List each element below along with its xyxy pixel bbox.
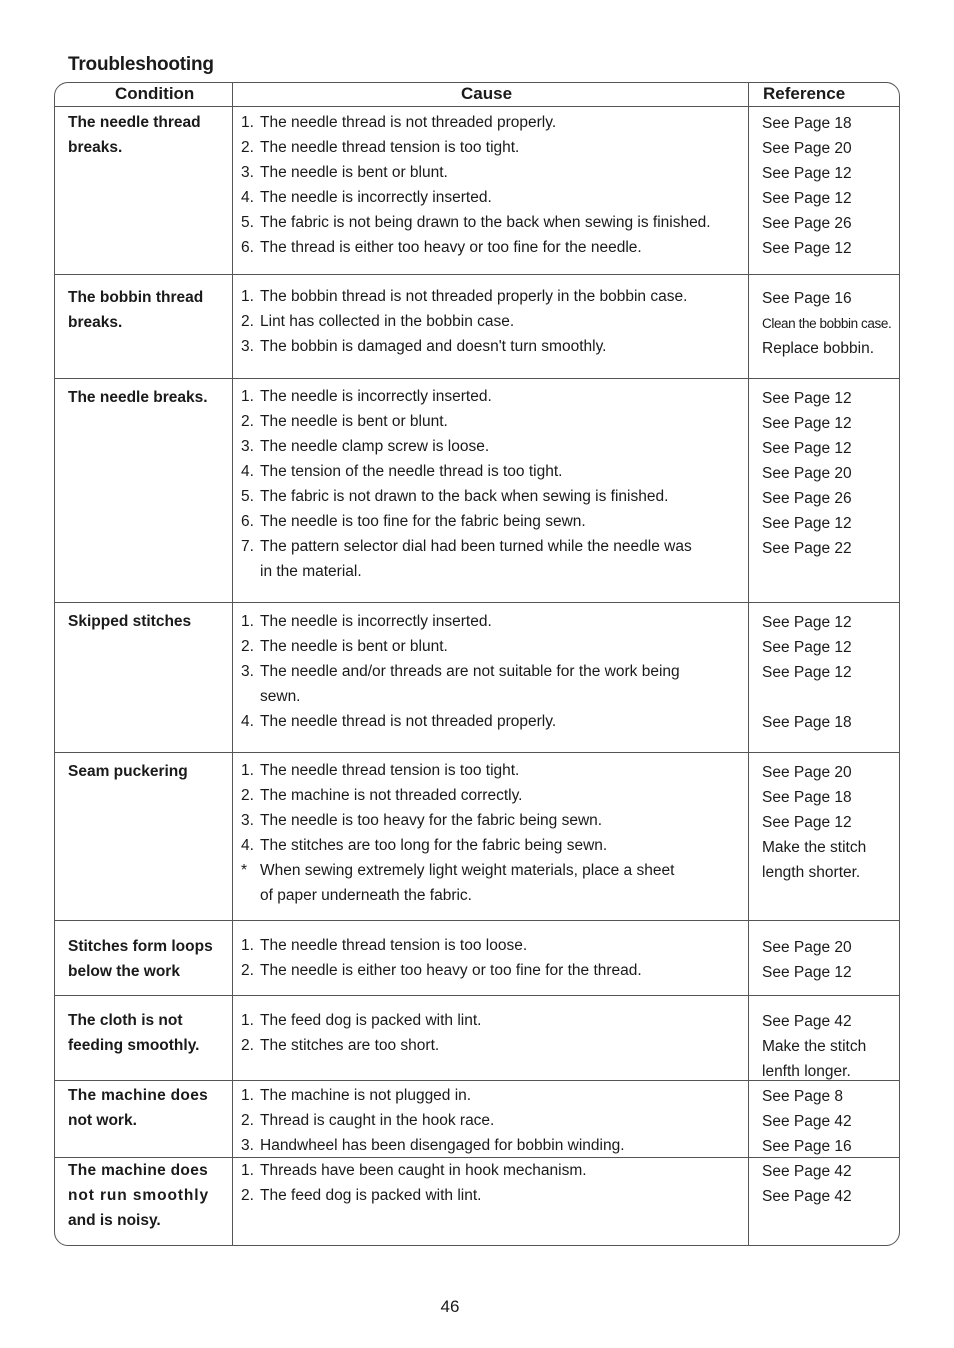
cause-item — [241, 309, 746, 334]
reference-text: See Page 8 — [762, 1088, 844, 1105]
reference-text: See Page 12 — [762, 240, 852, 257]
condition-text: The needle thread — [68, 114, 201, 131]
cause-item — [241, 1158, 746, 1183]
cause-text: The needle is incorrectly inserted. — [260, 613, 492, 630]
cause-text: The needle is bent or blunt. — [260, 638, 448, 655]
condition-text: not run smoothly — [68, 1187, 209, 1204]
cause-text: The needle thread tension is too tight. — [260, 139, 520, 156]
cause-cell — [241, 933, 746, 983]
cause-item — [241, 858, 746, 883]
page-title: Troubleshooting — [68, 54, 214, 75]
cause-item — [241, 160, 746, 185]
cause-text: The needle is bent or blunt. — [260, 164, 448, 181]
cause-item — [241, 1133, 746, 1158]
reference-cell — [762, 760, 896, 885]
cause-item — [241, 235, 746, 260]
cause-item — [241, 409, 746, 434]
cause-number — [241, 559, 260, 584]
cause-item — [241, 609, 746, 634]
reference-text: See Page 12 — [762, 664, 852, 681]
cause-text: in the material. — [260, 563, 362, 580]
cause-item — [241, 659, 746, 684]
cause-item — [241, 534, 746, 559]
cause-number: 7. — [241, 538, 254, 555]
cause-text: The pattern selector dial had been turned while the needle was — [260, 538, 692, 555]
cause-number: 1. — [241, 388, 254, 405]
cause-number: 3. — [241, 812, 254, 829]
reference-text: See Page 12 — [762, 190, 852, 207]
cause-number: 2. — [241, 962, 254, 979]
cause-item — [241, 684, 746, 709]
condition-text: The machine does — [68, 1162, 209, 1179]
condition-text: The bobbin thread — [68, 289, 204, 306]
reference-text: See Page 12 — [762, 165, 852, 182]
reference-text: See Page 18 — [762, 789, 852, 806]
cause-number: 1. — [241, 937, 254, 954]
cause-item — [241, 709, 746, 734]
cause-text: The needle and/or threads are not suitable for the work being — [260, 663, 680, 680]
row-divider — [54, 378, 900, 379]
condition-text: Skipped stitches — [68, 613, 192, 630]
cause-text: The needle is incorrectly inserted. — [260, 388, 492, 405]
cause-item — [241, 1108, 746, 1133]
reference-text: Replace bobbin. — [762, 340, 875, 357]
condition-cell — [68, 385, 228, 410]
page-number: 46 — [440, 1297, 460, 1316]
cause-item — [241, 434, 746, 459]
cause-item — [241, 758, 746, 783]
cause-text: The needle thread is not threaded properly. — [260, 114, 557, 131]
cause-cell — [241, 609, 746, 734]
cause-number: 1. — [241, 613, 254, 630]
reference-text: See Page 42 — [762, 1113, 852, 1130]
cause-text: The needle thread tension is too loose. — [260, 937, 528, 954]
reference-text: See Page 12 — [762, 614, 852, 631]
reference-text: See Page 26 — [762, 215, 852, 232]
reference-text: lenfth longer. — [762, 1063, 851, 1080]
cause-text: The needle thread is not threaded properly. — [260, 713, 557, 730]
cause-number: 2. — [241, 1037, 254, 1054]
condition-cell — [68, 285, 228, 335]
cause-text: Handwheel has been disengaged for bobbin winding. — [260, 1137, 625, 1154]
row-divider — [54, 752, 900, 753]
condition-cell — [68, 934, 228, 984]
cause-cell — [241, 1158, 746, 1208]
cause-number: 2. — [241, 1112, 254, 1129]
reference-text: length shorter. — [762, 864, 861, 881]
cause-text: The thread is either too heavy or too fine for the needle. — [260, 239, 642, 256]
cause-number: 2. — [241, 1187, 254, 1204]
condition-cell — [68, 759, 228, 784]
cause-item — [241, 284, 746, 309]
cause-number — [241, 684, 260, 709]
cause-cell — [241, 1083, 746, 1158]
reference-text: See Page 12 — [762, 415, 852, 432]
cause-number: 1. — [241, 1162, 254, 1179]
cause-number: 5. — [241, 214, 254, 231]
cause-number — [241, 883, 260, 908]
cause-text: The needle is either too heavy or too fine for the thread. — [260, 962, 642, 979]
cause-item — [241, 334, 746, 359]
condition-text: not work. — [68, 1112, 137, 1129]
reference-text: See Page 20 — [762, 764, 852, 781]
cause-text: The feed dog is packed with lint. — [260, 1012, 482, 1029]
cause-number: 1. — [241, 1087, 254, 1104]
cause-number: 2. — [241, 313, 254, 330]
cause-text: The tension of the needle thread is too tight. — [260, 463, 563, 480]
reference-cell — [762, 1009, 896, 1084]
reference-text: See Page 12 — [762, 814, 852, 831]
reference-text: See Page 12 — [762, 390, 852, 407]
cause-text: The needle is too fine for the fabric being sewn. — [260, 513, 586, 530]
reference-cell — [762, 386, 896, 561]
reference-text: See Page 12 — [762, 440, 852, 457]
cause-text: The stitches are too long for the fabric being sewn. — [260, 837, 608, 854]
condition-text: feeding smoothly. — [68, 1037, 200, 1054]
condition-text: The machine does — [68, 1087, 209, 1104]
reference-text: See Page 12 — [762, 964, 852, 981]
cause-text: The needle clamp screw is loose. — [260, 438, 490, 455]
cause-text: The needle is too heavy for the fabric being sewn. — [260, 812, 603, 829]
condition-text: breaks. — [68, 314, 123, 331]
condition-text: The cloth is not — [68, 1012, 183, 1029]
cause-number: 2. — [241, 413, 254, 430]
cause-text: The machine is not threaded correctly. — [260, 787, 523, 804]
cause-item — [241, 509, 746, 534]
row-divider — [54, 274, 900, 275]
reference-cell — [762, 935, 896, 985]
cause-number: 3. — [241, 164, 254, 181]
header-cause: Cause — [461, 84, 513, 103]
cause-number: 1. — [241, 288, 254, 305]
row-divider — [54, 995, 900, 996]
cause-item — [241, 210, 746, 235]
cause-number: 4. — [241, 463, 254, 480]
cause-item — [241, 135, 746, 160]
cause-item — [241, 808, 746, 833]
reference-cell — [762, 610, 896, 735]
reference-cell — [762, 1159, 896, 1209]
condition-cell — [68, 110, 228, 160]
cause-text: Thread is caught in the hook race. — [260, 1112, 495, 1129]
reference-text: See Page 42 — [762, 1163, 852, 1180]
reference-text: See Page 16 — [762, 290, 852, 307]
reference-text: See Page 42 — [762, 1013, 852, 1030]
reference-text: See Page 18 — [762, 714, 852, 731]
cause-number: 6. — [241, 513, 254, 530]
cause-item — [241, 1183, 746, 1208]
condition-text: Stitches form loops — [68, 938, 213, 955]
cause-text: sewn. — [260, 688, 301, 705]
condition-cell — [68, 609, 228, 634]
cause-item — [241, 958, 746, 983]
cause-text: Threads have been caught in hook mechanism. — [260, 1162, 587, 1179]
column-divider — [748, 82, 749, 1246]
reference-text: See Page 12 — [762, 639, 852, 656]
reference-text: See Page 20 — [762, 140, 852, 157]
cause-cell — [241, 758, 746, 908]
cause-text: The needle is incorrectly inserted. — [260, 189, 492, 206]
cause-text: The bobbin thread is not threaded properly in the bobbin case. — [260, 288, 688, 305]
cause-text: The machine is not plugged in. — [260, 1087, 472, 1104]
cause-cell — [241, 284, 746, 359]
cause-text: The fabric is not drawn to the back when sewing is finished. — [260, 488, 669, 505]
cause-item — [241, 634, 746, 659]
cause-number: 1. — [241, 114, 254, 131]
cause-number: 5. — [241, 488, 254, 505]
cause-text: The bobbin is damaged and doesn't turn smoothly. — [260, 338, 607, 355]
cause-item — [241, 1083, 746, 1108]
cause-item — [241, 185, 746, 210]
condition-text: below the work — [68, 963, 180, 980]
cause-item — [241, 459, 746, 484]
condition-cell — [68, 1083, 228, 1133]
cause-number: 3. — [241, 338, 254, 355]
condition-text: The needle breaks. — [68, 389, 208, 406]
condition-cell — [68, 1158, 228, 1233]
reference-text: See Page 18 — [762, 115, 852, 132]
cause-number: * — [241, 862, 248, 879]
cause-text: The needle thread tension is too tight. — [260, 762, 520, 779]
cause-item — [241, 783, 746, 808]
reference-text: Clean the bobbin case. — [762, 316, 892, 331]
cause-text: The feed dog is packed with lint. — [260, 1187, 482, 1204]
reference-cell — [762, 286, 896, 361]
reference-cell — [762, 1084, 896, 1159]
reference-text: See Page 26 — [762, 490, 852, 507]
column-divider — [232, 82, 233, 1246]
reference-text: See Page 42 — [762, 1188, 852, 1205]
cause-text: The needle is bent or blunt. — [260, 413, 448, 430]
reference-text: See Page 12 — [762, 515, 852, 532]
cause-number: 1. — [241, 1012, 254, 1029]
cause-number: 2. — [241, 787, 254, 804]
cause-number: 3. — [241, 1137, 254, 1154]
cause-item — [241, 110, 746, 135]
cause-number: 1. — [241, 762, 254, 779]
cause-number: 6. — [241, 239, 254, 256]
condition-cell — [68, 1008, 228, 1058]
row-divider — [54, 106, 900, 107]
row-divider — [54, 920, 900, 921]
cause-text: Lint has collected in the bobbin case. — [260, 313, 515, 330]
cause-number: 4. — [241, 837, 254, 854]
condition-text: and is noisy. — [68, 1212, 161, 1229]
cause-text: The fabric is not being drawn to the back when sewing is finished. — [260, 214, 711, 231]
reference-text: Make the stitch — [762, 1038, 867, 1055]
header-condition: Condition — [115, 84, 195, 103]
cause-number: 3. — [241, 438, 254, 455]
cause-item — [241, 559, 746, 584]
cause-text: of paper underneath the fabric. — [260, 887, 472, 904]
cause-cell — [241, 384, 746, 584]
cause-item — [241, 1008, 746, 1033]
cause-number: 3. — [241, 663, 254, 680]
reference-text: See Page 20 — [762, 939, 852, 956]
row-divider — [54, 602, 900, 603]
cause-item — [241, 384, 746, 409]
cause-cell — [241, 1008, 746, 1058]
reference-cell — [762, 111, 896, 261]
reference-text: See Page 22 — [762, 540, 852, 557]
reference-text — [762, 685, 896, 710]
condition-text: breaks. — [68, 139, 123, 156]
condition-text: Seam puckering — [68, 763, 188, 780]
cause-item — [241, 1033, 746, 1058]
cause-number: 4. — [241, 713, 254, 730]
cause-number: 2. — [241, 638, 254, 655]
cause-item — [241, 833, 746, 858]
cause-number: 4. — [241, 189, 254, 206]
cause-text: When sewing extremely light weight materials, place a sheet — [260, 862, 675, 879]
cause-item — [241, 933, 746, 958]
cause-item — [241, 484, 746, 509]
cause-cell — [241, 110, 746, 260]
cause-text: The stitches are too short. — [260, 1037, 440, 1054]
reference-text: See Page 20 — [762, 465, 852, 482]
cause-item — [241, 883, 746, 908]
header-reference: Reference — [763, 84, 846, 103]
reference-text: See Page 16 — [762, 1138, 852, 1155]
cause-number: 2. — [241, 139, 254, 156]
reference-text: Make the stitch — [762, 839, 867, 856]
